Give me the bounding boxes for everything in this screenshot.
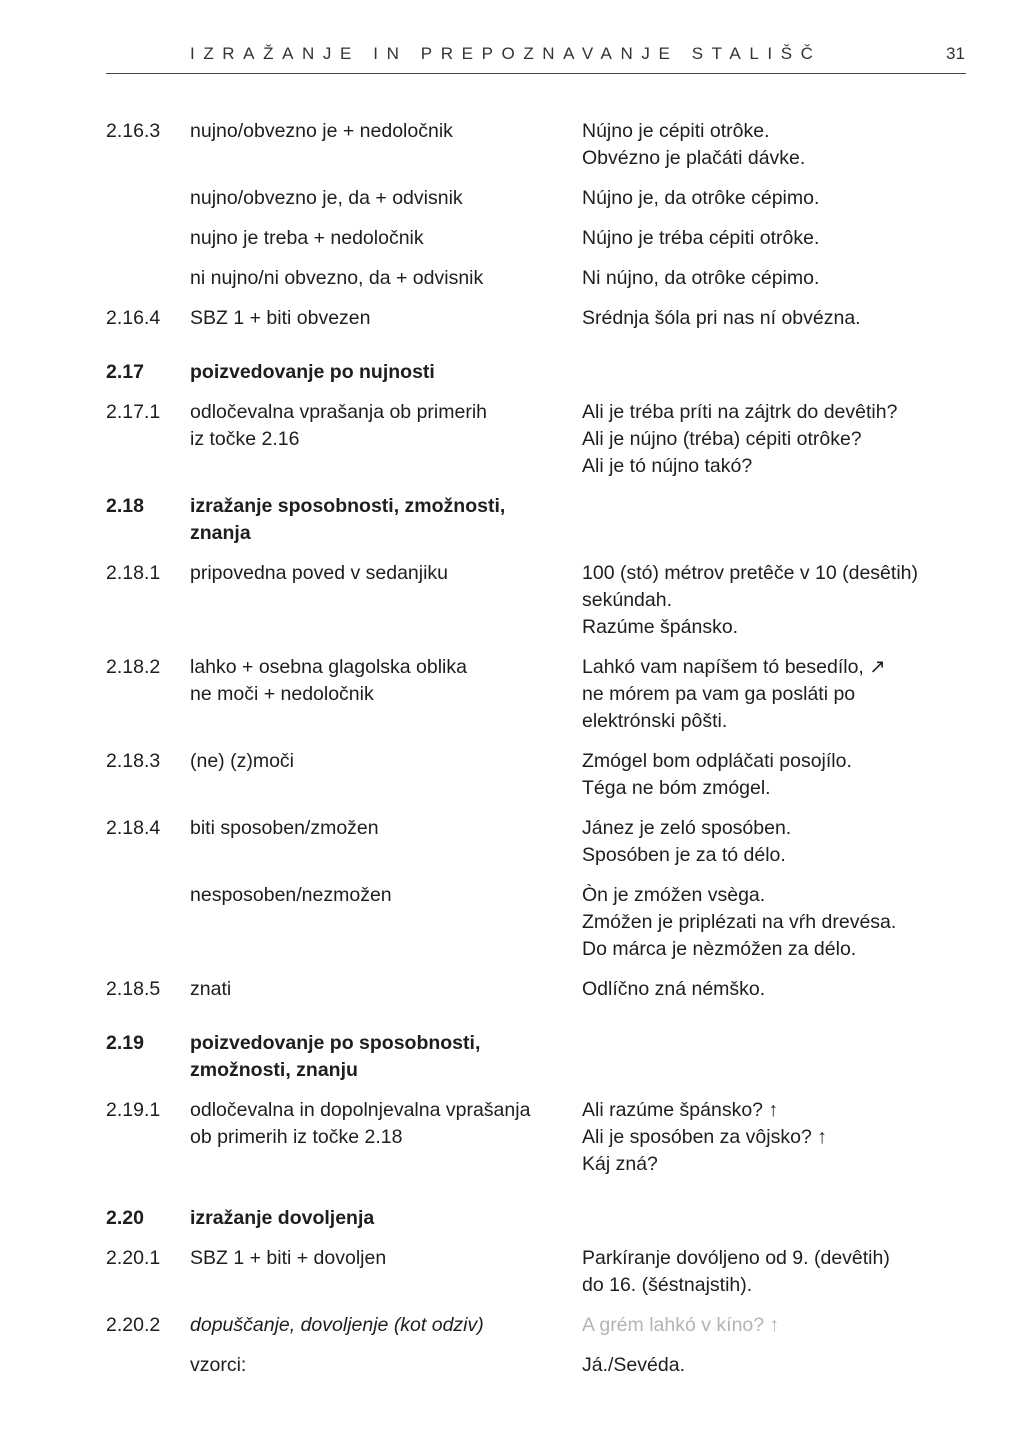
example-line: Ali je sposóben za vôjsko? ↑ (582, 1126, 827, 1148)
example-line: ne mórem pa vam ga posláti po (582, 683, 856, 705)
entry-row (106, 225, 966, 252)
example-sentences (582, 1312, 966, 1339)
example-sentences (582, 654, 966, 735)
construction-description (190, 1205, 582, 1232)
example-sentences (582, 265, 966, 292)
example-line: Káj zná? (582, 1153, 658, 1175)
construction-description (190, 815, 582, 869)
construction-description (190, 185, 582, 212)
description-line: dopuščanje, dovoljenje (kot odziv) (190, 1314, 484, 1336)
description-line: nujno/obvezno je, da + odvisnik (190, 187, 463, 209)
section-number (106, 265, 190, 292)
example-line: Zmóžen je priplézati na vŕh drevésa. (582, 911, 897, 933)
header-divider (106, 73, 966, 74)
section-number: 2.18.5 (106, 978, 161, 1000)
construction-description (190, 1312, 582, 1339)
construction-description (190, 493, 582, 547)
description-line: lahko + osebna glagolska oblika (190, 656, 467, 678)
example-line: sekúndah. (582, 589, 672, 611)
example-line: Ali razúme špánsko? ↑ (582, 1099, 779, 1121)
example-sentences (582, 185, 966, 212)
section-heading-row (106, 493, 966, 547)
example-sentences (582, 1205, 966, 1232)
example-line: Já./Sevéda. (582, 1354, 685, 1376)
example-sentences (582, 748, 966, 802)
section-number: 2.17.1 (106, 401, 161, 423)
construction-description (190, 882, 582, 963)
example-line: Òn je zmóžen vsèga. (582, 884, 766, 906)
description-line: SBZ 1 + biti obvezen (190, 307, 371, 329)
entry-row (106, 1312, 966, 1339)
description-line: odločevalna in dopolnjevalna vprašanja (190, 1099, 531, 1121)
page-number: 31 (946, 44, 965, 63)
section-number (106, 882, 190, 963)
example-sentences (582, 359, 966, 386)
section-number: 2.18.3 (106, 750, 161, 772)
entry-row (106, 118, 966, 172)
example-line: Razúme špánsko. (582, 616, 739, 638)
section-number (106, 225, 190, 252)
description-line: izražanje sposobnosti, zmožnosti, (190, 495, 506, 517)
example-sentences (582, 118, 966, 172)
construction-description (190, 359, 582, 386)
entry-row (106, 882, 966, 963)
section-number: 2.18 (106, 495, 144, 517)
entry-row (106, 1352, 966, 1379)
section-number: 2.17 (106, 361, 144, 383)
example-line: Nújno je, da otrôke cépimo. (582, 187, 820, 209)
example-line: Do márca je nèzmóžen za délo. (582, 938, 857, 960)
section-number: 2.16.3 (106, 120, 161, 142)
entry-row (106, 305, 966, 332)
construction-description (190, 1245, 582, 1299)
description-line: znanja (190, 522, 251, 544)
entry-row (106, 1097, 966, 1178)
section-heading-row (106, 359, 966, 386)
description-line: vzorci: (190, 1354, 247, 1376)
example-sentences (582, 1352, 966, 1379)
example-sentences (582, 1245, 966, 1299)
construction-description (190, 1352, 582, 1379)
description-line: nujno je treba + nedoločnik (190, 227, 424, 249)
example-line: Nújno je cépiti otrôke. (582, 120, 770, 142)
description-line: biti sposoben/zmožen (190, 817, 379, 839)
entry-row (106, 815, 966, 869)
construction-description (190, 399, 582, 480)
construction-description (190, 748, 582, 802)
example-line: Lahkó vam napíšem tó besedílo, ↗ (582, 656, 886, 678)
example-line: Parkíranje dovóljeno od 9. (devêtih) (582, 1247, 890, 1269)
description-line: ni nujno/ni obvezno, da + odvisnik (190, 267, 484, 289)
description-line: pripovedna poved v sedanjiku (190, 562, 449, 584)
example-sentences (582, 560, 966, 641)
section-number: 2.20 (106, 1207, 144, 1229)
description-line: nesposoben/nezmožen (190, 884, 392, 906)
entry-row (106, 654, 966, 735)
description-line: SBZ 1 + biti + dovoljen (190, 1247, 387, 1269)
example-line: Zmógel bom odpláčati posojílo. (582, 750, 852, 772)
example-line: do 16. (šéstnajstih). (582, 1274, 753, 1296)
example-line: Sposóben je za tó délo. (582, 844, 786, 866)
example-line: Obvézno je plačáti dávke. (582, 147, 806, 169)
description-line: iz točke 2.16 (190, 428, 300, 450)
description-line: ne moči + nedoločnik (190, 683, 374, 705)
description-line: nujno/obvezno je + nedoločnik (190, 120, 453, 142)
example-sentences (582, 1030, 966, 1084)
section-number: 2.20.1 (106, 1247, 161, 1269)
entry-row (106, 1245, 966, 1299)
construction-description (190, 305, 582, 332)
construction-description (190, 1030, 582, 1084)
construction-description (190, 118, 582, 172)
construction-description (190, 225, 582, 252)
description-line: poizvedovanje po sposobnosti, (190, 1032, 481, 1054)
example-line: Ali je tó nújno takó? (582, 455, 753, 477)
entry-row (106, 399, 966, 480)
example-sentences (582, 882, 966, 963)
example-line: Ali je tréba príti na zájtrk do devêtih? (582, 401, 898, 423)
description-line: (ne) (z)moči (190, 750, 295, 772)
example-sentences (582, 493, 966, 547)
example-line: elektrónski pôšti. (582, 710, 728, 732)
section-number: 2.19 (106, 1032, 144, 1054)
document-body (106, 118, 966, 1379)
construction-description (190, 560, 582, 641)
section-number: 2.19.1 (106, 1099, 161, 1121)
construction-description (190, 265, 582, 292)
section-number: 2.18.4 (106, 817, 161, 839)
description-line: poizvedovanje po nujnosti (190, 361, 435, 383)
construction-description (190, 976, 582, 1003)
entry-row (106, 265, 966, 292)
example-line: Jánez je zeló sposóben. (582, 817, 792, 839)
description-line: znati (190, 978, 232, 1000)
construction-description (190, 654, 582, 735)
section-number: 2.18.2 (106, 656, 161, 678)
section-number: 2.16.4 (106, 307, 161, 329)
running-header: IZRAŽANJE IN PREPOZNAVANJE STALIŠČ (190, 44, 822, 63)
example-line: Téga ne bóm zmógel. (582, 777, 771, 799)
example-line: Nújno je tréba cépiti otrôke. (582, 227, 820, 249)
example-line: 100 (stó) métrov pretêče v 10 (desêtih) (582, 562, 918, 584)
example-sentences (582, 225, 966, 252)
construction-description (190, 1097, 582, 1178)
example-line: Ni nújno, da otrôke cépimo. (582, 267, 820, 289)
example-sentences (582, 305, 966, 332)
entry-row (106, 976, 966, 1003)
entry-row (106, 185, 966, 212)
section-number: 2.18.1 (106, 562, 161, 584)
section-number (106, 1352, 190, 1379)
description-line: izražanje dovoljenja (190, 1207, 375, 1229)
example-line: A grém lahkó v kíno? ↑ (582, 1314, 780, 1336)
example-line: Ali je nújno (tréba) cépiti otrôke? (582, 428, 862, 450)
example-sentences (582, 976, 966, 1003)
example-line: Srédnja šóla pri nas ní obvézna. (582, 307, 861, 329)
section-number: 2.20.2 (106, 1314, 161, 1336)
section-heading-row (106, 1030, 966, 1084)
example-sentences (582, 1097, 966, 1178)
entry-row (106, 748, 966, 802)
description-line: odločevalna vprašanja ob primerih (190, 401, 488, 423)
example-sentences (582, 815, 966, 869)
example-line: Odlíčno zná némško. (582, 978, 766, 1000)
description-line: ob primerih iz točke 2.18 (190, 1126, 403, 1148)
example-sentences (582, 399, 966, 480)
section-number (106, 185, 190, 212)
entry-row (106, 560, 966, 641)
section-heading-row (106, 1205, 966, 1232)
description-line: zmožnosti, znanju (190, 1059, 358, 1081)
